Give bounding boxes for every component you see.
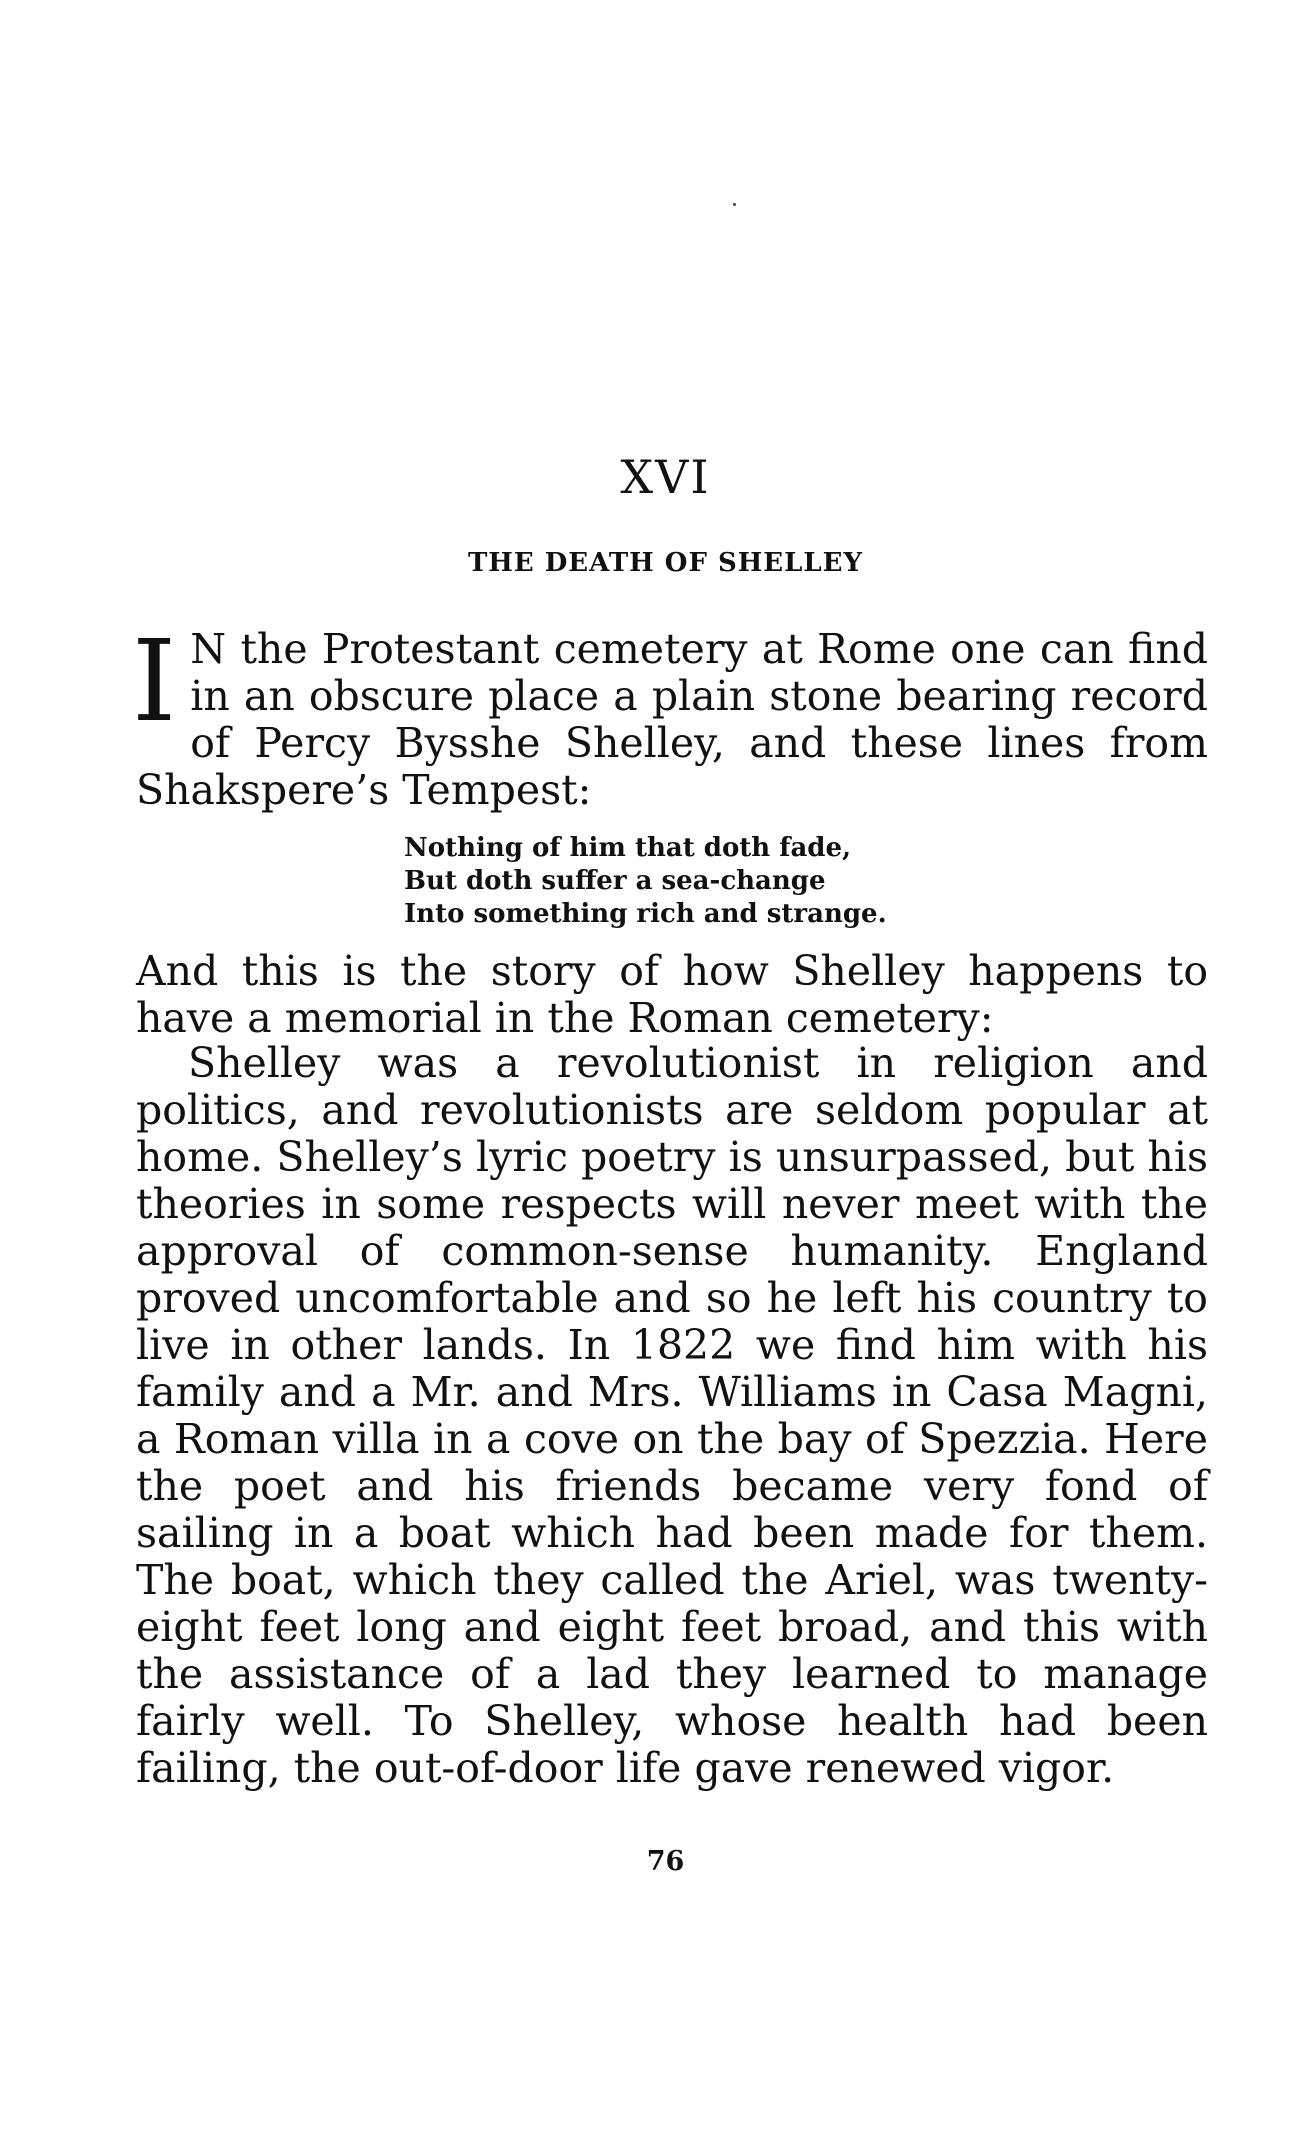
epigraph	[404, 832, 887, 931]
paragraph-story-intro: And this is the story of how Shelley happens to have a memorial in the Roman cemetery:	[136, 947, 1208, 1042]
chapter-title: THE DEATH OF SHELLEY	[467, 548, 864, 578]
drop-cap: I	[132, 617, 177, 747]
chapter-number: XVI	[620, 450, 711, 504]
paragraph-shelley-biography: Shelley was a revolutionist in religion and politics, and revolutionists are seldom popular at home. Shelley’s lyric poetry is unsurpassed, but his theories in some respects will never meet with the approval of common-sense humanity. England proved uncomfortable and so he left his country to live in other lands. In 1822 we find him with his family and a Mr. and Mrs. Williams in Casa Magni, a Roman villa in a cove on the bay of Spezzia. Here the poet and his friends became very fond of sailing in a boat which had been made for them. The boat, which they called the Ariel, was twenty-eight feet long and eight feet broad, and this with the assistance of a lad they learned to manage fairly well. To Shelley, whose health had been failing, the out-of-door life gave renewed vigor.	[136, 1039, 1208, 1792]
opening-text: N the Protestant cemetery at Rome one can find in an obscure place a plain stone bearing record of Percy Bysshe Shelley, and these lines from Shakspere’s Tempest:	[136, 625, 1208, 814]
print-speck	[733, 203, 736, 206]
epigraph-line: But doth suffer a sea-change	[404, 866, 826, 896]
epigraph-line: Nothing of him that doth fade,	[404, 833, 852, 863]
epigraph-line: Into something rich and strange.	[404, 899, 887, 929]
opening-paragraph	[132, 617, 1208, 814]
page-number: 76	[646, 1846, 685, 1877]
